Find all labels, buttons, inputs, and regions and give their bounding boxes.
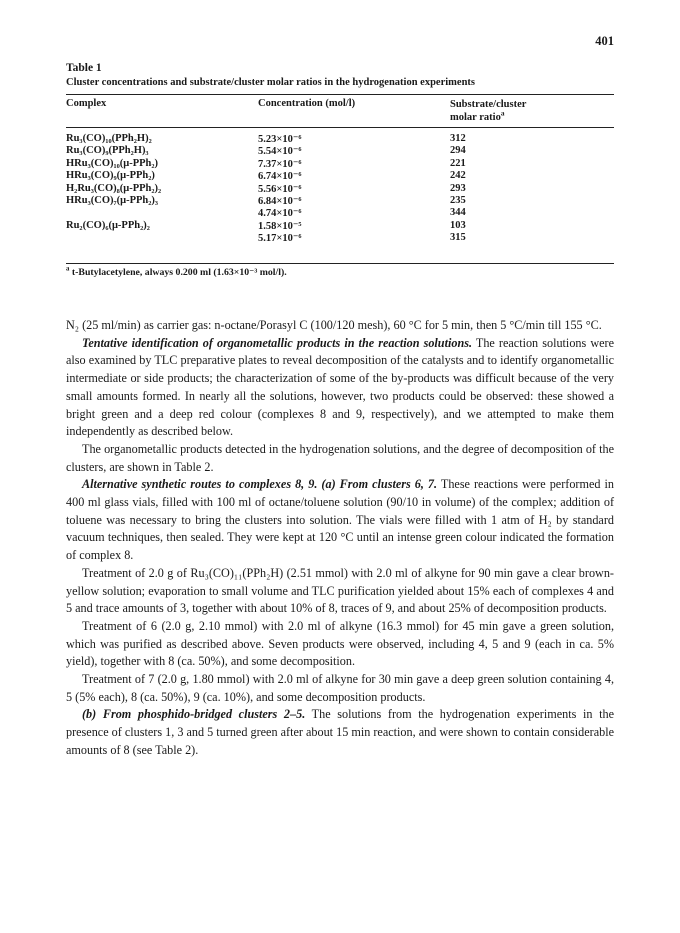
- cell-ratio: 312: [450, 133, 466, 144]
- table-row: [66, 232, 614, 244]
- body-text: [66, 317, 614, 760]
- footnote-mark: a: [66, 265, 70, 273]
- cell-concentration: 6.74×10⁻⁶: [258, 171, 302, 183]
- paragraph-text: These reactions were performed in 400 ml glass vials, filled with 100 ml of octane/toluene solution (90/10 in volume) of the complex; addition of toluene was necessary to bring the clusters into solution. The vials were filled with 1 atm of H₂ by standard vacuum techniques, then sealed. They were kept at 120 °C until an intense green colour indicated the formation of complex 8.: [66, 477, 614, 563]
- table-header-row: [66, 95, 614, 127]
- table-1: [66, 62, 614, 278]
- section-heading-phosphido-bridged: (b) From phosphido-bridged clusters 2–5.: [82, 707, 306, 722]
- cell-concentration: 4.74×10⁻⁶: [258, 208, 302, 220]
- table-row: [66, 220, 614, 232]
- header-ratio-footnote-mark: a: [500, 108, 505, 118]
- paragraph-treatment-7: Treatment of 7 (2.0 g, 1.80 mmol) with 2.0 ml of alkyne for 30 min gave a deep green solution containing 4, 5 (5% each), 8 (ca. 50%), 9 (ca. 10%), and some decomposition products.: [66, 672, 614, 704]
- paragraph-products: The organometallic products detected in the hydrogenation solutions, and the degree of decomposition of the clusters, are shown in Table 2.: [66, 441, 614, 474]
- paragraph-text: The solutions from the hydrogenation experiments in the presence of clusters 1, 3 and 5 turned green after about 15 min reaction, and were shown to contain considerable amounts of 8 (see Table 2).: [66, 707, 614, 757]
- paragraph-phosphido-bridged: [66, 706, 614, 759]
- header-concentration: Concentration (mol/l): [258, 98, 356, 109]
- table-row: [66, 145, 614, 157]
- cell-complex: HRu₃(CO)₉(μ-PPh₂): [66, 170, 155, 182]
- header-ratio-line1: Substrate/cluster: [450, 99, 527, 110]
- cell-concentration: 5.54×10⁻⁶: [258, 146, 302, 158]
- cell-ratio: 235: [450, 194, 466, 206]
- cell-concentration: 1.58×10⁻⁵: [258, 220, 302, 232]
- header-ratio: [450, 98, 560, 124]
- cell-ratio: 242: [450, 170, 466, 182]
- paragraph-identification: [66, 335, 614, 441]
- cell-concentration: 5.56×10⁻⁶: [258, 183, 302, 195]
- table-caption: Cluster concentrations and substrate/cluster molar ratios in the hydrogenation experiments: [66, 77, 475, 88]
- header-complex: Complex: [66, 98, 107, 109]
- cell-complex: HRu₃(CO)₁₀(μ-PPh₂): [66, 157, 159, 169]
- cell-concentration: 7.37×10⁻⁶: [258, 158, 302, 170]
- paragraph-treatment-ru3: Treatment of 2.0 g of Ru₃(CO)₁₁(PPh₂H) (2.51 mmol) with 2.0 ml of alkyne for 90 min gave a clear brown-yellow solution; evaporation to small volume and TLC purification yielded about 15% each of complexes 4 and 5 and trace amounts of 3, together with about 10% of 8, traces of 9, and about 25% of decomposition products.: [66, 565, 614, 616]
- footnote-text: t-Butylacetylene, always 0.200 ml (1.63×10⁻³ mol/l).: [69, 267, 287, 278]
- table-footnote: [66, 267, 614, 278]
- section-heading-identification: Tentative identification of organometallic products in the reaction solutions.: [82, 335, 473, 350]
- cell-concentration: 5.17×10⁻⁶: [258, 233, 302, 245]
- table-row: [66, 195, 614, 207]
- paragraph-gc-conditions: N₂ (25 ml/min) as carrier gas: n-octane/Porasyl C (100/120 mesh), 60 °C for 5 min, then 5 °C/min till 155 °C.: [66, 318, 602, 332]
- cell-concentration: 5.23×10⁻⁶: [258, 134, 302, 145]
- section-heading-synthetic-routes: Alternative synthetic routes to complexes 8, 9. (a) From clusters 6, 7.: [82, 477, 438, 492]
- cell-ratio: 344: [450, 207, 466, 219]
- header-ratio-line2: molar ratio: [450, 112, 501, 123]
- cell-concentration: 6.84×10⁻⁶: [258, 195, 302, 207]
- cell-complex: Ru₂(CO)₆(μ-PPh₂)₂: [66, 219, 150, 231]
- cell-complex: Ru₃(CO)₉(PPh₂H)₃: [66, 145, 149, 157]
- cell-ratio: 293: [450, 182, 466, 194]
- table-bottom-rule: [66, 263, 614, 264]
- table-label: Table 1: [66, 62, 102, 74]
- table-row: [66, 133, 614, 145]
- table-row: [66, 183, 614, 195]
- cell-ratio: 294: [450, 145, 466, 157]
- table-body: [66, 133, 614, 263]
- table-row: [66, 170, 614, 182]
- cell-ratio: 315: [450, 232, 466, 244]
- cell-complex: HRu₃(CO)₇(μ-PPh₂)₃: [66, 194, 159, 206]
- paragraph-treatment-6: Treatment of 6 (2.0 g, 2.10 mmol) with 2.0 ml of alkyne (16.3 mmol) for 45 min gave a green solution, which was purified as described above. Seven products were observed, including 4, 5 and 9 (each in ca. 5% yield), together with 8 (ca. 50%), and some decomposition.: [66, 618, 614, 669]
- table-header-rule: [66, 127, 614, 128]
- cell-ratio: 103: [450, 219, 466, 231]
- paragraph-text: The reaction solutions were also examined by TLC preparative plates to reveal decomposition of the catalysts and to identify organometallic intermediate or side products; the characterization of some of the by-products was difficult because of the very small amounts formed. In nearly all the solutions, however, two products could be observed: these showed a bright green and a deep red colour (complexes 8 and 9, respectively), and we attempted to make them independently as described below.: [66, 335, 615, 439]
- cell-complex: Ru₃(CO)₁₀(PPh₂H)₂: [66, 133, 152, 144]
- cell-ratio: 221: [450, 157, 466, 169]
- table-row: [66, 207, 614, 219]
- paragraph-synthetic-routes: [66, 476, 614, 565]
- table-row: [66, 158, 614, 170]
- page-number: 401: [595, 34, 614, 48]
- cell-complex: H₂Ru₃(CO)₈(μ-PPh₂)₂: [66, 182, 162, 194]
